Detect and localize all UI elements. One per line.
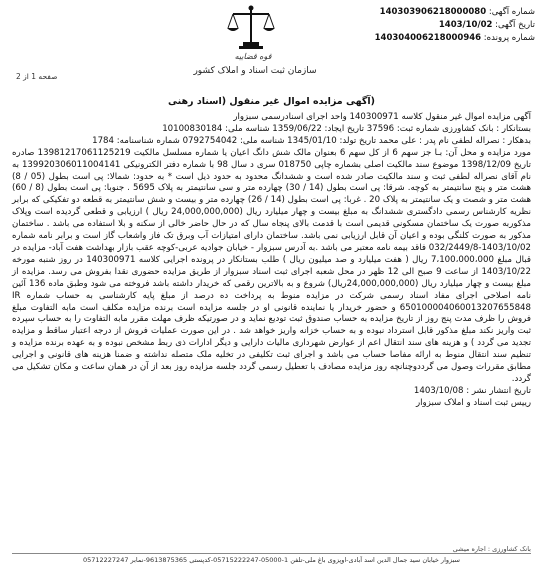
judiciary-emblem-icon [225, 4, 277, 50]
case-number-value: 140304006218000946 [374, 33, 482, 43]
publish-date-label: تاریخ انتشار نشر : [466, 385, 531, 396]
publish-date-value: 1403/10/08 [413, 385, 464, 396]
footer-note: بانک کشاورزی : اجاره میشی [452, 545, 531, 553]
notice-title: (آگهی مزایده اموال غیر منقول (اسناد رهنی [167, 96, 376, 107]
case-number-label: شماره پرونده: [483, 33, 535, 43]
footer-divider [12, 553, 531, 554]
notice-date-row [375, 19, 535, 32]
notice-date-value: 1403/10/02 [438, 20, 493, 30]
notice-body [12, 112, 531, 410]
body-paragraph: مورد مزایده و محل آن: بـا جز سهم 6 از کل سهم 6 بعنوان مالک شش دانگ اعیان یا شماره مسلسل مالکیت 1398121706112521​9 صادره تاریخ 1398/12/09 موضوع سند مالکیت اصلی بشماره چاپی 018750 سری د سال 98 با شماره دفتر الکترونیکی 139920306011004141 به نام آقای نصراله لطفی ثبت و سند مالکیت صادر شده است و ششدانگ محدود به حدود ذیل است * به حدود: شمالا: پی است بطول (05 / 8) هشت متر و پنج سانتیمتر به کوچه. شرقا: پی است بطول (14 / 30) چهارده متر و سی سانتیمتر به پلاک 5695 . جنوبا: پی است بطول (8 / 60) هشت متر و شصت و یک سانتیمتر به پلاک 20 . غربا: پی است بطول (14 / 26) چهارده متر و بیست و شش سانتیمتر به قطعه دو تفکیکی که برابر نظریه کارشناس رسمی دادگستری ششدانگ به مبلغ بیست و چهار میلیارد ریال (24,000,000,000 ریال ) ارزیابی و قطعی گردیده است وپلاک مذکوربه صورت یک ساختمان مسکونی قدیمی است با قدمت بالای پنجاه سال که در حال حاضر خالی از سکنه و بلا استفاده می باشد . ساختمان مذکور به صورت کلنگی بوده و اعیان آن قابل ارزیابی نمی باشد. ساختمان دارای امتیازات آب وبرق تک فاز واشعاب گاز است و برابر نامه شماره 1403/10/02-032/2449/8 فاقد بیمه نامه معتبر می باشد .به آدرس سبزوار - خیابان جوادیه عربی-کوچه عقب بازار بهداشت هفت آباد- مزایده در قبال مبلغ 7،100،000،000 ریال ( هفت میلیارد و صد میلیون ریال ) طلب بستانکار در پرونده اجرایی کلاسه 140300971 در روز شنبه مورخه 1403/10/22 از ساعت 9 صبح الی 12 ظهر در محل شعبه اجرای ثبت اسناد سبزوار از طریق مزایده حضوری نقدا بفروش می رسد. مزایده از مبلغ بیست و چهار میلیارد ریال (24,000,000,000ریال) شروع و به بالاترین رقمی که خریدار داشته باشد فروخته می شود وطبق ماده 136 آئین نامه اصلاحی اجرای مفاد اسناد رسمی شرکت در مزایده منوط به پرداخت ده درصد از مبلغ پایه کارشناسی به حساب شماره IR 650100004060013207655848 و حضور خریدار یا نماینده قانونی او در جلسه مزایده است برنده مزایده مکلف است مابه التفاوت مبلغ فروش را ظرف مدت پنج روز از تاریخ مزایده به حساب صندوق ثبت تودیع نماید و در صورتیکه ظرف مهلت مقرر مابه التفاوت را به حساب سپرده ثبت واریز نکند مبلغ مذکور قابل استرداد نبوده و به حساب خزانه واریز خواهد شد . در این صورت عملیات فروش از درجه اعتبار ساقط و مزایده تجدید می گردد ) و هزینه های سند انتقال اعم از عوارض شهرداری مالیات دارایی و دیگر ادارات ذی ربط مشخص نبوده و به عهده برنده مزایده و تنظیم سند انتقال منوط به ارائه مفاصا حساب می باشد و اجرای ثبت تکلیفی در تخلیه ملک متصله نداشته و ضمنا هزینه های قانونی و اجرایی مطابق مقررات وصول می گرددوچنانچه روز مزایده مصادف با تعطیل رسمی گردد جلسه مزایده روز بعد از آن در همان ساعت و مکان تشکیل می گردد. [12, 147, 532, 384]
body-paragraph: بدهکار : نصراله لطفی نام پدر : علی محمد تاریخ تولد: 1345/01/10 شناسه ملی: 0792754042 شماره شناسنامه: 1784 [92, 135, 531, 146]
case-number-row [375, 32, 535, 45]
publish-date-line [12, 386, 531, 398]
organization-name: سازمان ثبت اسناد و املاک کشور [193, 66, 317, 76]
footer-address: سبزوار خیابان سید جمال الدین اسد آبادی-اوپزوی باغ ملی-تلفن 1-05000-05715222247-کدپستی 9613875365-نمابر 05712227247 [82, 556, 461, 564]
notice-number-value: 140303906218000080 [379, 7, 487, 17]
notice-metadata [375, 6, 535, 45]
page-indicator: صفحه 1 از 2 [16, 72, 58, 81]
body-paragraph: آگهی مزایده اموال غیر منقول کلاسه 140300971 واحد اجرای اسنادرسمی سبزوار [233, 112, 531, 122]
organization-subtitle: قوه قضاییه [234, 52, 272, 61]
signature-line: رییس ثبت اسناد و املاک سبزوار [416, 397, 531, 408]
notice-number-row [375, 6, 535, 19]
notice-number-label: شماره آگهی: [488, 7, 535, 17]
notice-date-label: تاریخ آگهی: [495, 20, 535, 30]
body-paragraph: بستانکار : بانک کشاورزی شماره ثبت: 37596 تاریخ ایجاد: 1359/06/22 شناسه ملی: 10100830184 [162, 123, 531, 134]
